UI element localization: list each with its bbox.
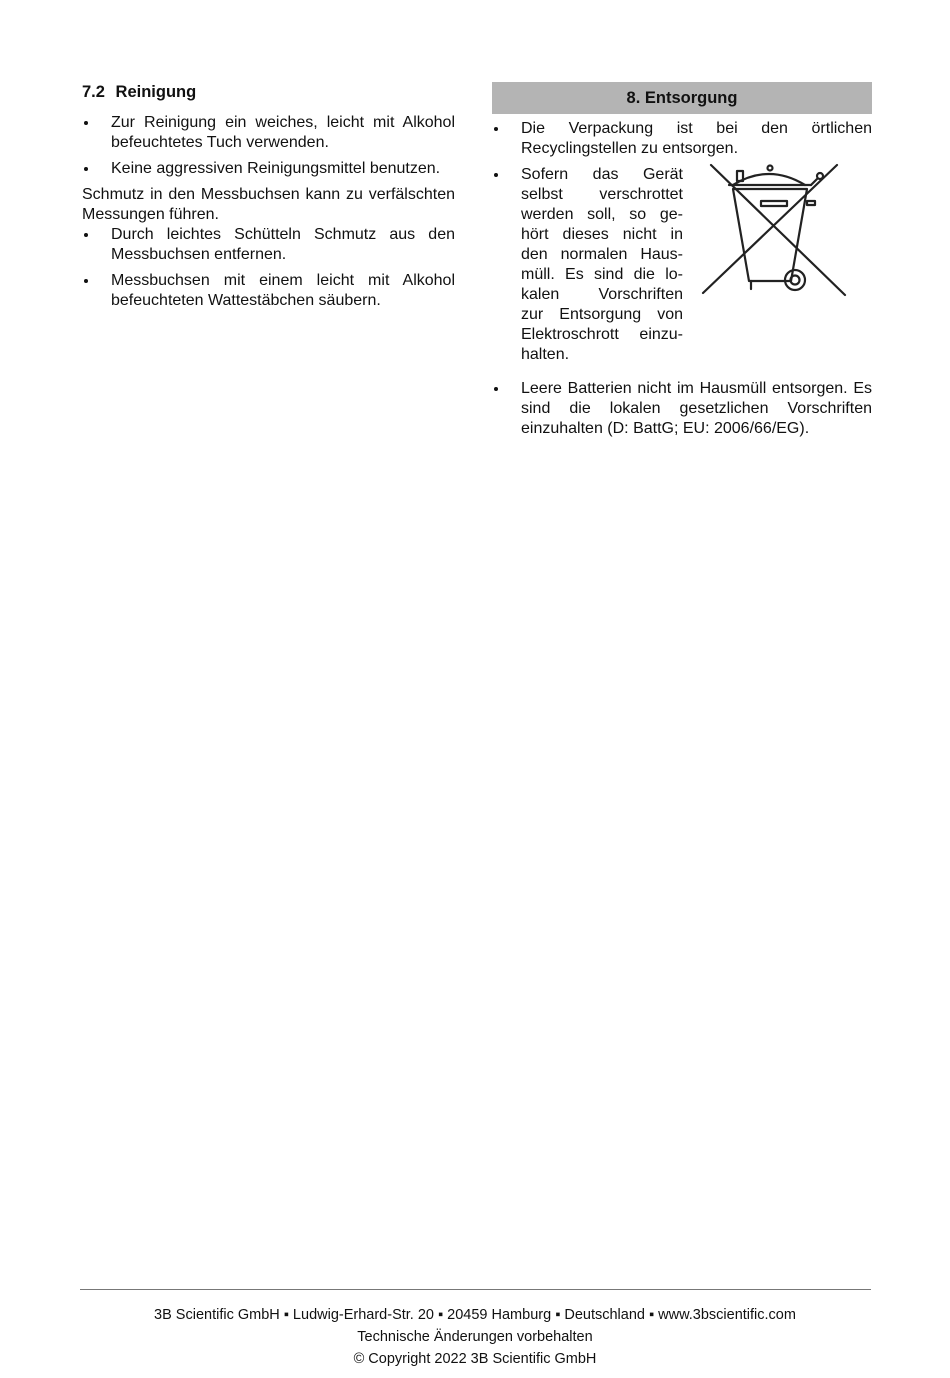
text-line: den normalen Haus- <box>521 246 683 263</box>
footer-notice: Technische Änderungen vorbehalten <box>357 1329 593 1345</box>
list-item: Zur Reinigung ein weiches, leicht mit Alkohol befeuchtetes Tuch verwenden. <box>82 113 455 153</box>
section-number: 7.2 <box>82 83 105 101</box>
disposal-list <box>492 119 872 439</box>
text-line: halten. <box>521 346 570 363</box>
text-line: Sofern das Gerät <box>521 166 683 183</box>
list-item-weee <box>492 165 872 365</box>
footer-divider <box>80 1289 871 1290</box>
footer-copyright: © Copyright 2022 3B Scientific GmbH <box>353 1351 597 1367</box>
paragraph: Schmutz in den Messbuchsen kann zu verfälschten Messungen führen. <box>82 186 455 223</box>
list-item: Leere Batterien nicht im Hausmüll entsorgen. Es sind die lokalen gesetzlichen Vorschriften einzuhalten (D: BattG; EU: 2006/66/EG). <box>492 379 872 439</box>
text-line: hört dieses nicht in <box>521 226 683 243</box>
cleaning-list-bottom <box>82 225 455 311</box>
crossed-out-wheeled-bin-icon <box>699 163 849 301</box>
text-line: werden soll, so ge- <box>521 206 683 223</box>
cleaning-list-top <box>82 113 455 179</box>
section-heading <box>82 82 455 102</box>
text-line: kalen Vorschriften <box>521 286 683 303</box>
list-item: Die Verpackung ist bei den örtlichen Recyclingstellen zu entsorgen. <box>492 119 872 159</box>
text-line: müll. Es sind die lo- <box>521 266 683 283</box>
list-item: Keine aggressiven Reinigungsmittel benutzen. <box>82 159 455 179</box>
section-reinigung <box>82 82 455 317</box>
text-line: selbst verschrottet <box>521 186 683 203</box>
list-item: Messbuchsen mit einem leicht mit Alkohol befeuchteten Wattestäbchen säubern. <box>82 271 455 311</box>
text-line: Elektroschrott einzu- <box>521 326 683 343</box>
footer <box>0 1304 950 1370</box>
text-line: zur Entsorgung von <box>521 306 683 323</box>
list-item: Durch leichtes Schütteln Schmutz aus den Messbuchsen entfernen. <box>82 225 455 265</box>
section-title: Reinigung <box>115 83 197 101</box>
weee-text <box>521 165 683 365</box>
footer-address: 3B Scientific GmbH ▪ Ludwig-Erhard-Str. 20 ▪ 20459 Hamburg ▪ Deutschland ▪ www.3bscientific.com <box>154 1307 796 1323</box>
section-entsorgung <box>492 82 872 445</box>
section-heading-banner: 8. Entsorgung <box>492 82 872 114</box>
